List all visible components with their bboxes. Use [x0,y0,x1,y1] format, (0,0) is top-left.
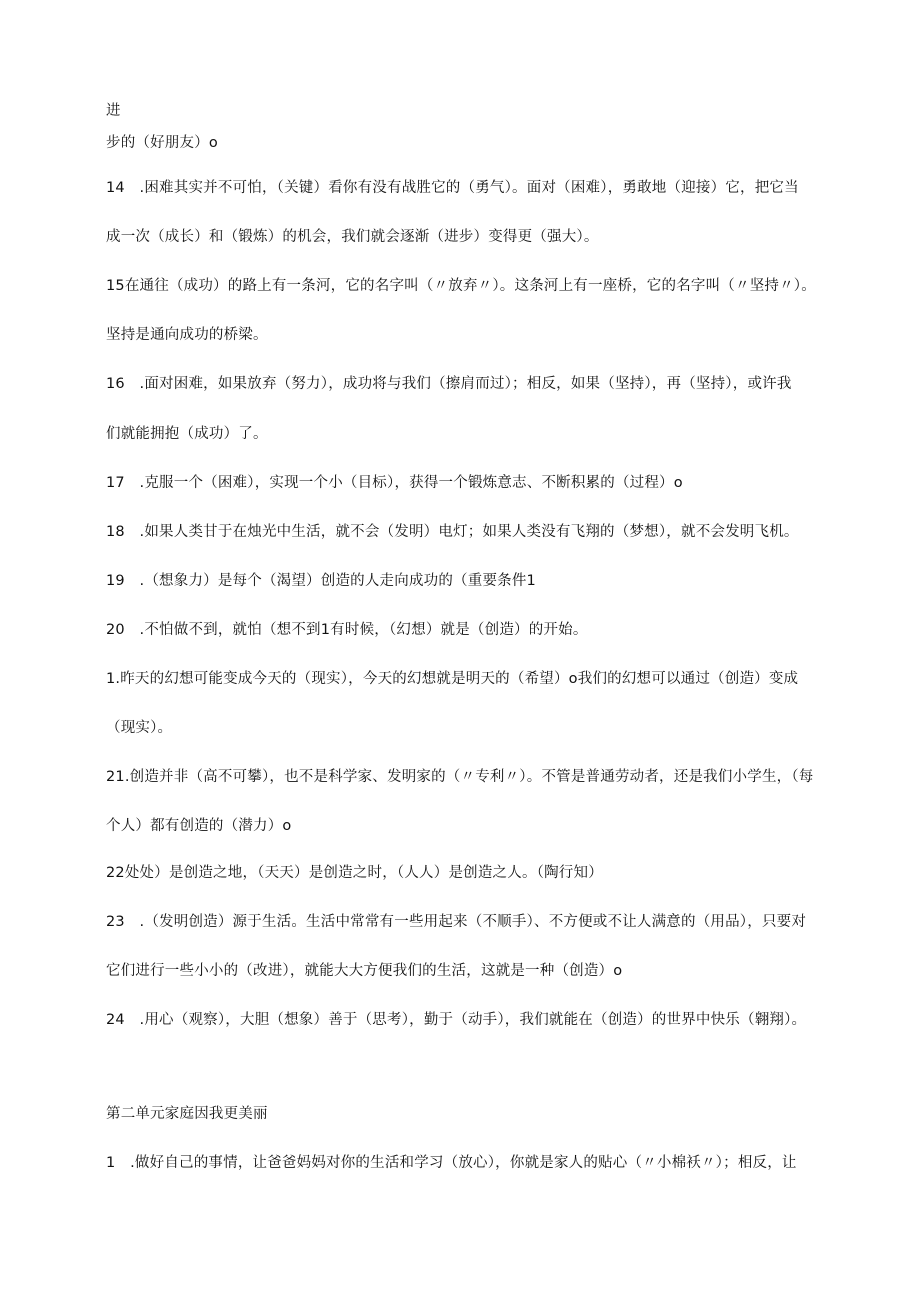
text-line: 14 .困难其实并不可怕，（关键）看你有没有战胜它的（勇气）。面对（困难），勇敢地（迎接）它，把它当 [106,180,799,196]
section-heading: 第二单元家庭因我更美丽 [106,1106,268,1122]
text-line: 步的（好朋友）o [106,135,218,151]
text-line: 23 .（发明创造）源于生活。生活中常常有一些用起来（不顺手）、不方便或不让人满意的（用品），只要对 [106,914,807,930]
text-line: 18 .如果人类甘于在烛光中生活，就不会（发明）电灯；如果人类没有飞翔的（梦想），就不会发明飞机。 [106,524,799,540]
text-line: 15在通往（成功）的路上有一条河，它的名字叫（〃放弃〃）。这条河上有一座桥，它的名字叫（〃坚持〃）。 [106,278,816,294]
text-line: 们就能拥抱（成功）了。 [106,426,268,442]
text-line: 1 .做好自己的事情，让爸爸妈妈对你的生活和学习（放心），你就是家人的贴心（〃小棉袄〃）；相反，让 [106,1155,797,1171]
text-line: 17 .克服一个（困难），实现一个小（目标），获得一个锻炼意志、不断积累的（过程）o [106,475,683,491]
text-line: 成一次（成长）和（锻炼）的机会，我们就会逐渐（进步）变得更（强大）。 [106,229,599,245]
text-line: 坚持是通向成功的桥梁。 [106,327,268,343]
text-line: 21.创造并非（高不可攀），也不是科学家、发明家的（〃专利〃）。不管是普通劳动者，还是我们小学生，（每 [106,769,814,785]
text-line: 1.昨天的幻想可能变成今天的（现实），今天的幻想就是明天的（希望）o我们的幻想可以通过（创造）变成 [106,671,799,687]
text-line: 进 [106,103,121,119]
text-line: 20 .不怕做不到，就怕（想不到1有时候，（幻想）就是（创造）的开始。 [106,622,588,638]
text-line: 22处处）是创造之地，（天天）是创造之时，（人人）是创造之人。（陶行知） [106,865,603,881]
text-line: 个人）都有创造的（潜力）o [106,818,292,834]
text-line: 16 .面对困难，如果放弃（努力），成功将与我们（擦肩而过）；相反，如果（坚持），再（坚持），或许我 [106,376,792,392]
text-line: 24 .用心（观察），大胆（想象）善于（思考），勤于（动手），我们就能在（创造）的世界中快乐（翱翔）。 [106,1012,807,1028]
text-line: 19 .（想象力）是每个（渴望）创造的人走向成功的（重要条件1 [106,573,536,589]
text-line: （现实）。 [106,720,173,736]
text-line: 它们进行一些小小的（改进），就能大大方便我们的生活，这就是一种（创造）o [106,963,623,979]
